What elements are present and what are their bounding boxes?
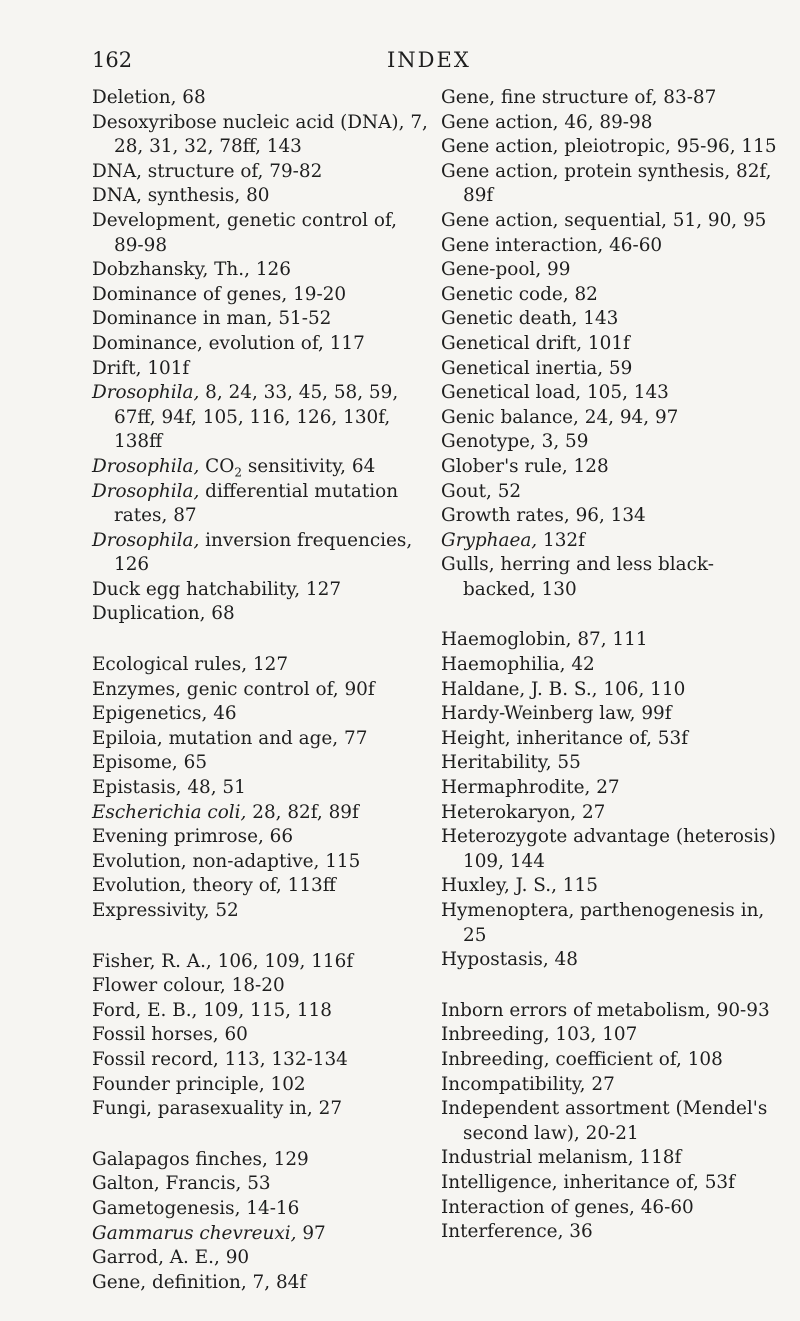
page-references: 101f: [587, 332, 630, 354]
index-entry: [441, 283, 786, 308]
index-entry: [441, 111, 786, 136]
index-entry: [441, 480, 786, 505]
page-references: 51-52: [278, 308, 332, 330]
index-term: Gene-pool,: [441, 259, 542, 281]
index-entry: [441, 653, 786, 678]
page-references: 109, 115, 118: [203, 999, 332, 1021]
index-term: Genetic death,: [441, 308, 578, 330]
index-term: Gene, fine structure of,: [441, 87, 658, 108]
index-entry: [92, 776, 432, 801]
index-entry: [92, 578, 432, 603]
index-term: Deletion,: [92, 87, 177, 108]
index-term: Duck egg hatchability,: [92, 578, 301, 600]
index-term: Genotype,: [441, 431, 536, 453]
page-number: 162: [92, 48, 133, 72]
page-references: 46, 89-98: [564, 111, 653, 133]
page-references: 27: [596, 777, 620, 799]
page-references: 126: [114, 554, 150, 576]
index-column-right: [441, 86, 786, 1271]
index-column-left: [92, 86, 432, 1321]
page-references: 90-93: [716, 999, 770, 1021]
index-term: Inbreeding,: [441, 1024, 550, 1046]
page-references: 127: [305, 578, 342, 600]
page-references: 115: [325, 850, 361, 872]
page-references: 60: [224, 1024, 248, 1046]
page-references: 127: [252, 654, 289, 676]
page-references: 132f: [543, 529, 585, 551]
index-term: Inborn errors of metabolism,: [441, 999, 711, 1021]
index-entry: [441, 1073, 786, 1098]
page-references: 7, 28, 31, 32, 78ff, 143: [114, 111, 428, 158]
index-term: Drosophila,: [92, 529, 200, 551]
page-references: 46-60: [640, 1196, 694, 1218]
page-references: 68: [182, 87, 206, 108]
index-term: Dominance of genes,: [92, 283, 288, 305]
page-references: 129: [273, 1148, 309, 1170]
index-term: Gout,: [441, 480, 492, 502]
page-references: 115: [562, 875, 598, 897]
page-references: 52: [215, 900, 239, 921]
page-references: 24, 94, 97: [584, 406, 679, 428]
index-entry: [441, 702, 786, 727]
index-entry: [441, 948, 786, 973]
page-references: 113ff: [287, 875, 336, 897]
page-references: 46-60: [609, 234, 663, 256]
page-references: 20-21: [585, 1122, 639, 1144]
index-term: Dobzhansky, Th.,: [92, 259, 250, 281]
page-references: 87, 111: [577, 629, 648, 651]
index-entry: [92, 1048, 432, 1073]
index-term: Independent assortment (Mendel's second law),: [441, 1098, 768, 1144]
index-term: Gene action, protein synthesis,: [441, 160, 731, 182]
page-references: 126: [255, 259, 291, 281]
index-entry: [92, 381, 432, 455]
index-term: Fossil horses,: [92, 1024, 219, 1046]
index-entry: [92, 1023, 432, 1048]
index-entry: [441, 999, 786, 1024]
page-references: 101f: [147, 357, 190, 379]
index-entry: [441, 1171, 786, 1196]
index-term: Incompatibility,: [441, 1073, 586, 1095]
page-references: 3, 59: [541, 431, 589, 453]
index-entry: [92, 1222, 432, 1247]
index-entry: [92, 184, 432, 209]
index-term: Flower colour,: [92, 975, 226, 997]
index-term: Ecological rules,: [92, 654, 248, 676]
index-entry: [92, 727, 432, 752]
index-entry: [441, 1220, 786, 1245]
index-term: Dominance, evolution of,: [92, 332, 324, 354]
index-letter-group: [441, 628, 786, 972]
page-references: 68: [211, 603, 235, 625]
index-entry: [92, 653, 432, 678]
page-references: 79-82: [269, 160, 323, 182]
page-references: 14-16: [246, 1197, 300, 1219]
index-entry: [92, 874, 432, 899]
index-entry: [441, 1196, 786, 1221]
page-references: 28, 82f, 89f: [252, 801, 359, 823]
index-term: Garrod, A. E.,: [92, 1247, 220, 1269]
page-references: 25: [463, 924, 487, 946]
index-term: Interference,: [441, 1221, 564, 1243]
index-subterm-tail: sensitivity,: [241, 455, 347, 477]
page-references: 48: [554, 949, 578, 971]
page-references: 48, 51: [187, 777, 246, 799]
index-entry: [441, 357, 786, 382]
index-entry: [441, 234, 786, 259]
page-references: 46: [213, 703, 237, 725]
index-entry: [92, 999, 432, 1024]
index-term: Episome,: [92, 752, 178, 774]
index-entry: [92, 1197, 432, 1222]
page-references: 117: [329, 332, 365, 354]
index-term: Evolution, theory of,: [92, 875, 282, 897]
index-entry: [441, 406, 786, 431]
index-entry: [92, 899, 432, 924]
index-term: Expressivity,: [92, 900, 210, 921]
index-term: Intelligence, inheritance of,: [441, 1171, 699, 1193]
page-references: 105, 143: [586, 382, 669, 404]
index-entry: [441, 209, 786, 234]
index-letter-group: [92, 950, 432, 1122]
page-references: 27: [591, 1073, 615, 1095]
running-head: INDEX: [387, 48, 471, 72]
page-references: 103, 107: [555, 1024, 638, 1046]
index-term: Heritability,: [441, 752, 552, 774]
page-references: 96, 134: [575, 505, 646, 527]
page-references: 36: [569, 1221, 593, 1243]
page-header: [92, 48, 720, 78]
index-entry: [441, 332, 786, 357]
index-entry: [92, 1148, 432, 1173]
index-term: Evolution, non-adaptive,: [92, 850, 320, 872]
page-references: 99: [547, 259, 571, 281]
index-term: Hypostasis,: [441, 949, 549, 971]
index-entry: [92, 357, 432, 382]
index-entry: [92, 801, 432, 826]
page-references: 55: [557, 752, 581, 774]
page-references: 90: [225, 1247, 250, 1269]
page-references: 77: [344, 727, 368, 749]
index-term: Fossil record,: [92, 1048, 219, 1070]
page-references: 52: [497, 480, 522, 502]
index-term: Gene, definition,: [92, 1271, 247, 1293]
index-entry: [92, 678, 432, 703]
page-references: 106, 110: [603, 678, 686, 700]
index-term: Drosophila,: [92, 480, 200, 502]
index-entry: [441, 135, 786, 160]
index-entry: [92, 283, 432, 308]
index-term: Hardy-Weinberg law,: [441, 703, 636, 725]
page-references: 109, 144: [463, 850, 545, 872]
index-letter-group: [92, 653, 432, 924]
index-entry: [92, 1271, 432, 1296]
index-term: Escherichia coli,: [92, 801, 247, 823]
index-letter-group: [92, 1148, 432, 1296]
index-term: Growth rates,: [441, 505, 570, 527]
page-references: 64: [351, 455, 376, 477]
index-term: DNA, synthesis,: [92, 185, 241, 207]
index-entry: [441, 1023, 786, 1048]
index-term: Industrial melanism,: [441, 1147, 634, 1169]
index-term: Gene interaction,: [441, 234, 604, 256]
index-entry: [441, 801, 786, 826]
index-entry: [441, 1097, 786, 1146]
page-references: 102: [270, 1073, 306, 1095]
page-references: 89-98: [114, 234, 168, 256]
index-entry: [92, 111, 432, 160]
page-references: 80: [246, 185, 270, 207]
page-references: 95-96, 115: [676, 136, 777, 158]
page-references: 87: [173, 505, 197, 527]
index-entry: [441, 455, 786, 480]
index-term: Gryphaea,: [441, 529, 538, 551]
index-entry: [441, 430, 786, 455]
index-entry: [441, 751, 786, 776]
index-entry: [92, 751, 432, 776]
index-term: Epigenetics,: [92, 703, 208, 725]
index-entry: [441, 678, 786, 703]
index-subscript: 2: [234, 465, 242, 480]
index-entry: [92, 702, 432, 727]
index-term: Gene action, sequential,: [441, 209, 667, 231]
index-term: Founder principle,: [92, 1073, 265, 1095]
index-term: Dominance in man,: [92, 308, 273, 330]
index-term: Gene action,: [441, 111, 559, 133]
page-references: 83-87: [663, 87, 717, 108]
index-term: Gene action, pleiotropic,: [441, 136, 671, 158]
index-term: Evening primrose,: [92, 826, 264, 848]
index-term: Desoxyribose nucleic acid (DNA),: [92, 111, 405, 133]
index-entry: [92, 307, 432, 332]
index-entry: [441, 776, 786, 801]
index-term: Glober's rule,: [441, 455, 568, 477]
index-entry: [92, 850, 432, 875]
index-entry: [441, 160, 786, 209]
index-term: Drosophila,: [92, 382, 200, 404]
index-entry: [92, 332, 432, 357]
index-entry: [92, 86, 432, 111]
index-term: Genetic code,: [441, 283, 569, 305]
index-entry: [92, 825, 432, 850]
index-term: Duplication,: [92, 603, 206, 625]
page-references: 82: [574, 283, 598, 305]
index-term: Haemoglobin,: [441, 629, 572, 651]
index-entry: [92, 480, 432, 529]
page-references: 19-20: [293, 283, 347, 305]
index-term: Epiloia, mutation and age,: [92, 727, 339, 749]
page-references: 66: [269, 826, 294, 848]
index-entry: [92, 1172, 432, 1197]
index-entry: [441, 307, 786, 332]
index-entry: [92, 974, 432, 999]
page-references: 118f: [639, 1147, 682, 1169]
page-references: 8, 24, 33, 45, 58, 59, 67ff, 94f, 105, 116, 126, 130f, 138ff: [114, 382, 399, 453]
index-entry: [92, 1097, 432, 1122]
index-letter-group: [441, 86, 786, 602]
index-term: Development, genetic control of,: [92, 209, 397, 231]
index-entry: [92, 209, 432, 258]
index-term: Fungi, parasexuality in,: [92, 1098, 313, 1120]
index-entry: [441, 504, 786, 529]
index-entry: [441, 258, 786, 283]
index-term: Drift,: [92, 357, 142, 379]
page-references: 130: [541, 578, 577, 600]
index-entry: [92, 1246, 432, 1271]
page-references: 97: [302, 1222, 326, 1244]
index-term: Heterozygote advantage (heterosis): [441, 826, 776, 848]
index-entry: [92, 529, 432, 578]
page-references: 27: [581, 801, 606, 823]
index-term: Heterokaryon,: [441, 801, 577, 823]
index-entry: [441, 628, 786, 653]
page-references: 59: [608, 357, 633, 379]
page-references: 90f: [344, 678, 375, 700]
page-references: 53f: [657, 727, 689, 749]
page-references: 108: [687, 1048, 723, 1070]
index-term: Huxley, J. S.,: [441, 875, 557, 897]
page-references: 65: [183, 752, 208, 774]
index-subterm: inversion frequencies,: [205, 529, 413, 551]
index-subterm: CO: [205, 455, 235, 477]
index-entry: [92, 455, 432, 480]
index-term: Galton, Francis,: [92, 1173, 242, 1195]
index-subterm: differential mutation rates,: [114, 480, 399, 527]
index-term: Galapagos finches,: [92, 1148, 268, 1170]
page-references: 106, 109, 116f: [217, 950, 354, 972]
page-references: 113, 132-134: [224, 1048, 348, 1070]
index-term: Drosophila,: [92, 455, 200, 477]
index-term: Height, inheritance of,: [441, 727, 652, 749]
index-entry: [441, 1146, 786, 1171]
page-references: 128: [573, 455, 609, 477]
index-term: Genetical drift,: [441, 332, 583, 354]
index-term: Interaction of genes,: [441, 1196, 635, 1218]
page-references: 27: [318, 1098, 343, 1120]
index-letter-group: [441, 999, 786, 1245]
index-term: Fisher, R. A.,: [92, 950, 212, 972]
index-term: Gammarus chevreuxi,: [92, 1222, 297, 1244]
index-entry: [441, 529, 786, 554]
index-term: Enzymes, genic control of,: [92, 678, 339, 700]
page-references: 51, 90, 95: [672, 209, 767, 231]
index-entry: [441, 899, 786, 948]
index-letter-group: [92, 86, 432, 627]
index-term: Genetical inertia,: [441, 357, 604, 379]
index-entry: [441, 1048, 786, 1073]
index-entry: [441, 727, 786, 752]
index-term: Hymenoptera, parthenogenesis in,: [441, 900, 765, 921]
index-term: Haldane, J. B. S.,: [441, 678, 598, 700]
page-references: 42: [571, 654, 595, 676]
index-entry: [92, 602, 432, 627]
index-term: Gametogenesis,: [92, 1197, 241, 1219]
index-entry: [441, 86, 786, 111]
index-term: DNA, structure of,: [92, 160, 264, 182]
index-term: Hermaphrodite,: [441, 777, 591, 799]
index-term: Ford, E. B.,: [92, 999, 198, 1021]
page-references: 99f: [641, 703, 672, 725]
index-term: Epistasis,: [92, 777, 182, 799]
index-term: Genetical load,: [441, 382, 582, 404]
index-term: Genic balance,: [441, 406, 579, 428]
index-entry: [92, 950, 432, 975]
index-entry: [441, 553, 786, 602]
page-references: 18-20: [231, 975, 285, 997]
page-references: 53f: [704, 1171, 735, 1193]
index-entry: [92, 258, 432, 283]
page-references: 82f, 89f: [463, 160, 772, 207]
page-references: 53: [247, 1173, 271, 1195]
index-entry: [441, 874, 786, 899]
page-references: 143: [583, 308, 619, 330]
index-term: Gulls, herring and less black-backed,: [441, 554, 714, 600]
index-term: Inbreeding, coefficient of,: [441, 1048, 682, 1070]
index-entry: [441, 381, 786, 406]
index-entry: [92, 160, 432, 185]
index-entry: [92, 1073, 432, 1098]
page-references: 7, 84f: [252, 1271, 307, 1293]
index-entry: [441, 825, 786, 874]
index-term: Haemophilia,: [441, 654, 566, 676]
